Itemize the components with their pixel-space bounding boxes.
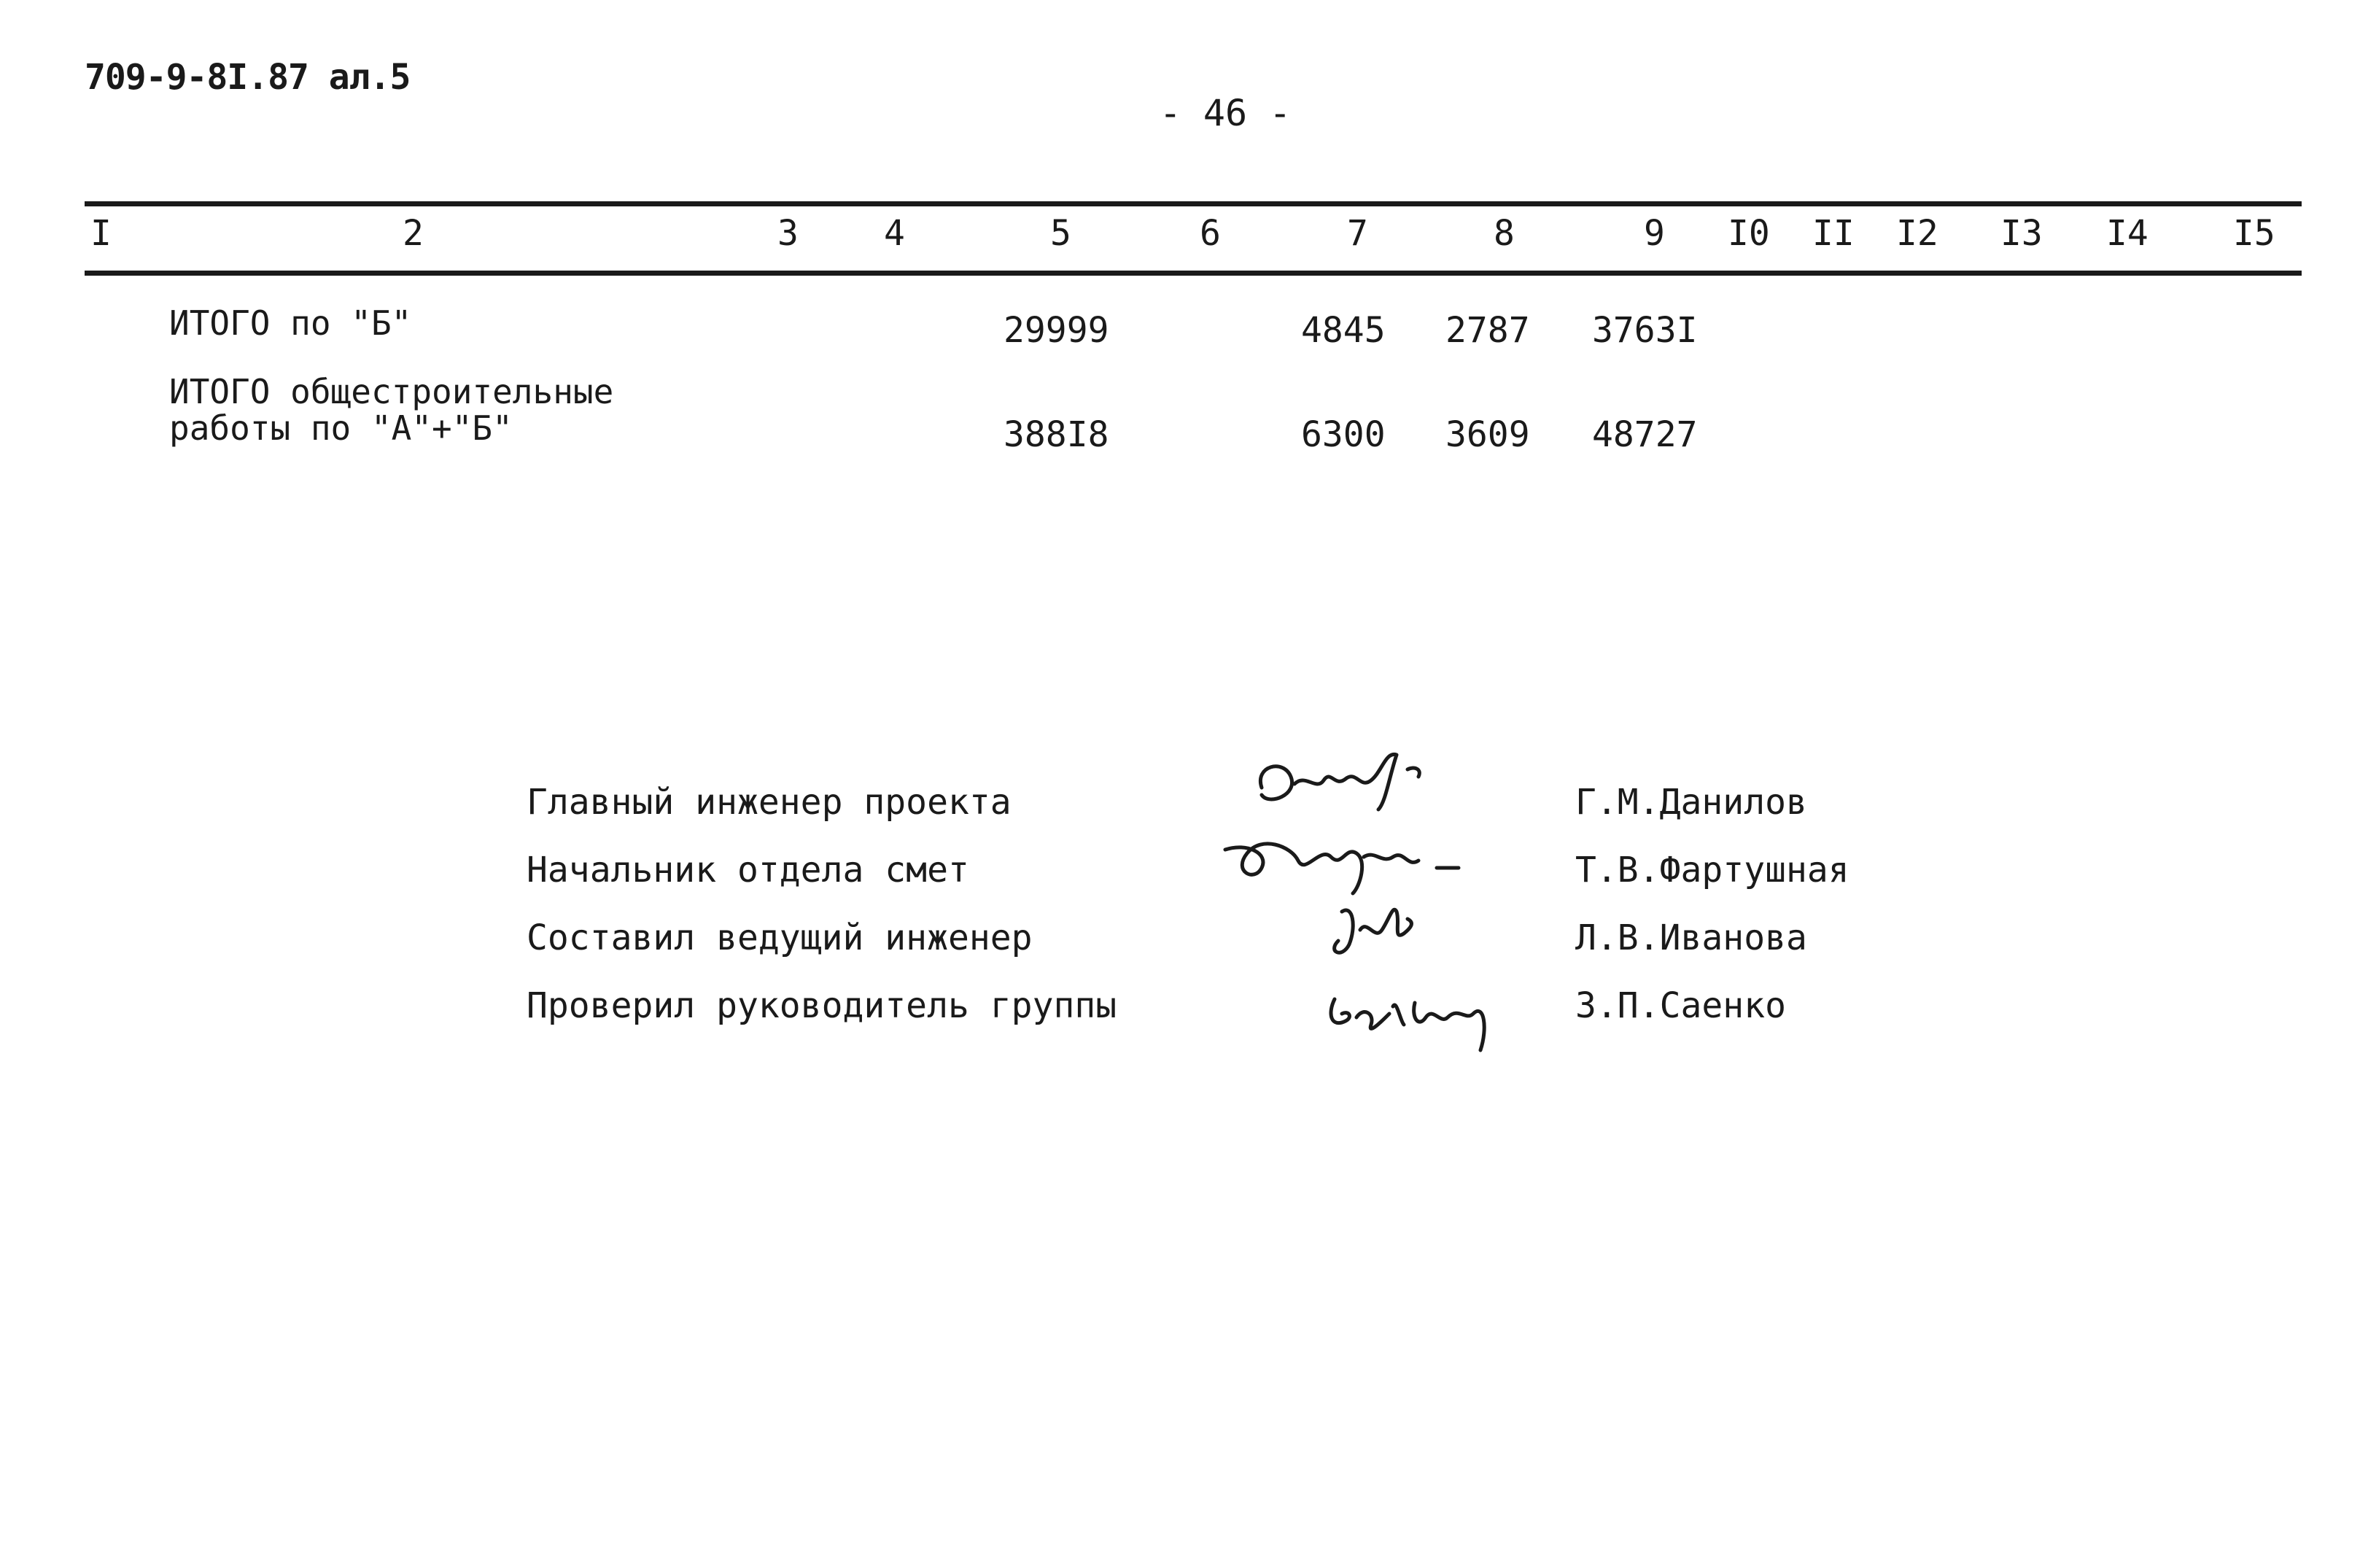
column-header-3: 3 [777, 213, 799, 254]
column-header-11: II [1812, 213, 1855, 254]
handwritten-signature-icon [1240, 737, 1459, 817]
cell-col7: 6300 [1301, 414, 1386, 455]
signature-role: Начальник отдела смет [527, 850, 969, 890]
handwritten-signature-icon [1320, 890, 1429, 963]
cell-col9: 3763I [1592, 310, 1698, 351]
signature-name: Г.М.Данилов [1575, 782, 1807, 823]
cell-col7: 4845 [1301, 310, 1386, 351]
column-header-12: I2 [1896, 213, 1938, 254]
signature-name: Т.В.Фартушная [1575, 850, 1849, 890]
column-header-4: 4 [884, 213, 905, 254]
cell-col5: 29999 [1004, 310, 1109, 351]
signature-role: Главный инженер проекта [527, 782, 1012, 823]
row-label: ИТОГО по "Б" [169, 303, 412, 343]
signature-role: Проверил руководитель группы [527, 985, 1117, 1026]
page-number: - 46 - [1159, 92, 1292, 134]
row-label-line1: ИТОГО общестроительные [169, 372, 614, 411]
signature-name: З.П.Саенко [1575, 985, 1786, 1026]
table-header-bottom-rule [85, 271, 2302, 276]
column-header-5: 5 [1050, 213, 1071, 254]
handwritten-signature-icon [1218, 817, 1480, 897]
handwritten-signature-icon [1320, 977, 1539, 1065]
cell-col5: 388I8 [1004, 414, 1109, 455]
column-header-1: I [90, 213, 112, 254]
table-top-rule [85, 201, 2302, 206]
column-header-2: 2 [403, 213, 424, 254]
column-header-13: I3 [2000, 213, 2043, 254]
cell-col8: 2787 [1445, 310, 1530, 351]
row-label-line2: работы по "А"+"Б" [169, 408, 513, 448]
column-header-8: 8 [1494, 213, 1515, 254]
document-code: 709-9-8I.87 ал.5 [85, 57, 411, 98]
column-header-14: I4 [2106, 213, 2148, 254]
column-header-6: 6 [1200, 213, 1221, 254]
signature-role: Составил ведущий инженер [527, 917, 1033, 958]
column-header-10: I0 [1728, 213, 1770, 254]
cell-col9: 48727 [1592, 414, 1698, 455]
column-header-7: 7 [1347, 213, 1368, 254]
column-header-9: 9 [1644, 213, 1665, 254]
column-header-15: I5 [2233, 213, 2275, 254]
cell-col8: 3609 [1445, 414, 1530, 455]
signature-name: Л.В.Иванова [1575, 917, 1807, 958]
